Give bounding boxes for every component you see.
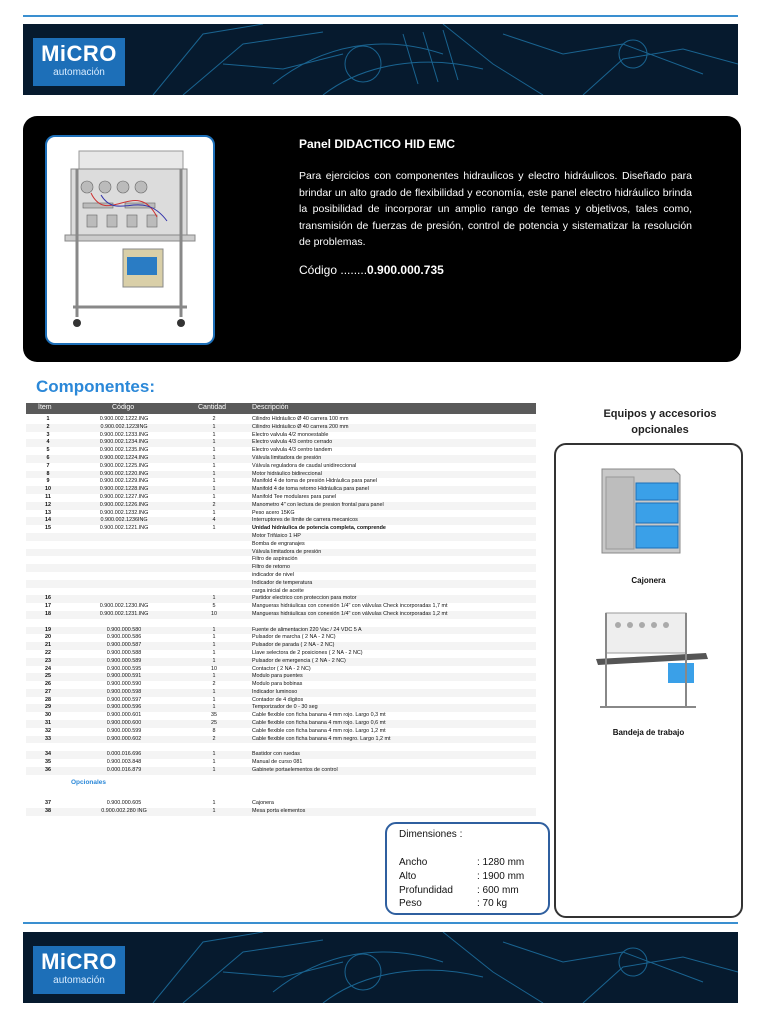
row-desc: Gabinete portaelementos de control [252,766,338,773]
components-title: Componentes: [36,377,155,396]
row-item: 16 [45,595,51,602]
row-desc: Manifold 4 de toma de presión Hidráulica para panel [252,478,377,485]
table-row [26,751,536,759]
row-item: 23 [45,657,51,664]
row-code: 0.900.000.591 [106,673,142,680]
row-qty: 1 [212,751,216,758]
row-item: 28 [45,696,51,703]
row-qty: 1 [212,470,216,477]
row-qty: 1 [212,688,216,695]
row-qty: 2 [212,681,216,688]
row-code: 0.900.000.587 [106,642,142,649]
product-code [299,263,444,277]
row-desc: Manometro 4" con lectura de presion frontal para panel [252,501,384,508]
row-code: 0.900.003.848 [106,759,142,766]
row-item: 25 [45,673,51,680]
table-row [26,455,536,463]
row-desc: Cilindro Hidráulico Ø 40 carrera 200 mm [252,423,349,430]
row-item: 3 [46,431,50,438]
table-row [26,486,536,494]
footer-logo-sub-text: automación [53,975,105,986]
table-row [26,432,536,440]
table-spacer [26,743,536,751]
product-code-label: Código ........ [299,263,368,277]
row-item: 19 [45,626,51,633]
row-item: 17 [45,603,51,610]
row-desc: Llave selectora de 2 posiciones ( 2 NA - 2 NC) [252,649,363,656]
micro-logo [33,38,125,86]
dim-value-width: : 1280 mm [477,857,525,868]
row-qty: 1 [212,423,216,430]
row-code: 0.900.000.600 [106,720,142,727]
row-desc: Manual de curso 081 [252,759,303,766]
row-desc: Filtro de aspiración [252,556,298,563]
row-code: 0.900.002.1234.ING [99,439,149,446]
row-desc: Contactor ( 2 NA - 2 NC) [252,665,311,672]
row-desc: Peso acero 15KG [252,509,295,516]
row-code: 0.900.000.590 [106,681,142,688]
product-panel [23,116,741,362]
row-desc: Cilindro Hidráulico Ø 40 carrera 100 mm [252,416,349,422]
row-item: 35 [45,759,51,766]
accessories-title-line2: opcionales [631,424,689,436]
row-qty: 8 [212,727,216,734]
row-qty: 1 [212,634,216,641]
bottom-divider [23,922,738,924]
row-item: 8 [46,470,50,477]
row-qty: 1 [212,673,216,680]
row-desc: carga inicial de aceite [252,587,304,594]
dim-value-height: : 1900 mm [477,871,525,882]
row-item: 5 [46,447,50,454]
row-qty: 1 [212,439,216,446]
row-qty: 4 [212,517,216,524]
row-qty: 1 [212,800,216,807]
row-qty: 1 [212,657,216,664]
row-code: 0.000.016.696 [106,751,142,758]
row-qty: 2 [212,735,216,742]
row-code: 0.900.002.1222.ING [99,416,149,422]
dim-label-weight: Peso [399,898,422,909]
row-item: 27 [45,688,51,695]
logo-sub-text: automación [53,67,105,78]
table-row [26,588,536,596]
header-desc: Descripción [252,404,289,411]
table-row [26,658,536,666]
table-row [26,800,536,808]
row-item: 33 [45,735,51,742]
row-code: 0.900.002.1225.ING [99,462,149,469]
row-item: 1 [46,416,50,422]
row-desc: indicador de nivel [252,571,294,578]
row-qty: 10 [211,610,217,617]
row-code: 0.900.002.1233.ING [99,431,149,438]
row-desc: Contador de 4 digitos [252,696,304,703]
row-code: 0.900.002.1235.ING [99,447,149,454]
table-row [26,728,536,736]
table-row [26,502,536,510]
table-row [26,564,536,572]
row-code: 0.900.000.599 [106,727,142,734]
product-title: Panel DIDACTICO HID EMC [299,137,456,151]
table-row [26,471,536,479]
row-desc: Temporizador de 0 - 30 seg [252,704,318,711]
row-item: 6 [46,454,50,461]
row-qty: 1 [212,478,216,485]
row-desc: Fuente de alimentacion 220 Vac / 24 VDC 5 A [252,626,362,633]
row-code: 0.900.002.1223ING [100,423,148,430]
row-code: 0.900.002.1229.ING [99,478,149,485]
table-row [26,463,536,471]
header-code: Código [112,404,135,411]
row-code: 0.900.000.602 [106,735,142,742]
table-row [26,666,536,674]
row-code: 0.900.002.1227.ING [99,493,149,500]
product-photo [45,135,215,345]
row-item: 9 [46,478,50,485]
table-row [26,689,536,697]
row-qty: 1 [212,454,216,461]
table-row [26,549,536,557]
row-code: 0.900.002.280 ING [101,808,147,815]
row-qty: 1 [212,493,216,500]
table-row [26,494,536,502]
table-row [26,650,536,658]
row-desc: Motor Trifásico 1 HP [252,532,301,539]
row-desc: Unidad hidráulica de potencia completa, comprende [252,525,386,532]
row-code: 0.900.002.1231.ING [99,610,149,617]
table-row [26,416,536,424]
row-desc: Mesa porta elementos [252,808,306,815]
row-desc: Cable flexible con ficha banana 4 mm negro. Largo 1,2 mt [252,735,391,742]
row-item: 4 [46,439,50,446]
row-code: 0.900.002.1236ING [100,517,148,524]
row-qty: 5 [212,603,216,610]
table-row [26,533,536,541]
row-code: 0.000.016.879 [106,766,142,773]
row-desc: Interruptores de límite de carrera mecanicos [252,517,358,524]
row-item: 21 [45,642,51,649]
row-item: 36 [45,766,51,773]
table-row [26,642,536,650]
header-qty: Cantidad [198,404,227,411]
table-row [26,759,536,767]
row-code: 0.900.000.598 [106,688,142,695]
table-row [26,712,536,720]
row-qty: 1 [212,759,216,766]
row-desc: Manifold Tee modulares para panel [252,493,337,500]
row-item: 20 [45,634,51,641]
table-row [26,556,536,564]
row-qty: 2 [212,501,216,508]
row-item: 29 [45,704,51,711]
row-code: 0.900.000.595 [106,665,142,672]
components-table-body [26,416,536,816]
header-banner [23,24,738,95]
table-row [26,681,536,689]
table-spacer [26,793,536,801]
accessories-title-line1: Equipos y accesorios [603,408,717,420]
footer-banner-graphic [23,932,738,1003]
row-desc: Cajonera [252,800,274,807]
row-code: 0.900.000.605 [106,800,142,807]
row-desc: Indicador luminoso [252,688,298,695]
banner-graphic [23,24,738,95]
row-desc: Mangueras hidráulicas con conexión 1/4" con válvulas Check incorporadas 1,2 mt [252,610,448,617]
row-item: 11 [45,493,51,500]
row-qty: 1 [212,704,216,711]
row-qty: 1 [212,595,216,602]
row-code: 0.900.000.580 [106,626,142,633]
optional-section-label [26,775,536,793]
row-desc: Válvula limitadora de presión [252,548,322,555]
row-item: 24 [45,665,51,672]
row-item: 15 [45,525,51,532]
row-desc: Partidor electrico con proteccion para motor [252,595,357,602]
row-qty: 1 [212,766,216,773]
row-item: 7 [46,462,50,469]
row-item: 2 [46,423,50,430]
table-row [26,580,536,588]
footer-logo-main-text: MiCRO [41,949,117,974]
row-desc: Bomba de engranajes [252,540,305,547]
work-tray-image [596,613,708,707]
row-desc: Cable flexible con ficha banana 4 mm rojo. Largo 1,2 mt [252,727,386,734]
row-item: 26 [45,681,51,688]
row-qty: 10 [211,665,217,672]
row-desc: Bastidor con ruedas [252,751,300,758]
header-item: Ítem [38,404,52,411]
row-desc: Filtro de retorno [252,564,291,571]
table-spacer [26,619,536,627]
row-qty: 35 [211,712,217,719]
row-desc: Indicador de temperatura [252,579,313,586]
row-desc: Mangueras hidráulicas con conexión 1/4" con válvulas Check incorporadas 1,7 mt [252,603,448,610]
dim-label-width: Ancho [399,857,428,868]
row-code: 0.900.000.589 [106,657,142,664]
row-desc: Pulsador de marcha ( 2 NA - 2 NC) [252,634,336,641]
table-row [26,525,536,533]
row-qty: 1 [212,696,216,703]
row-qty: 25 [211,720,217,727]
dim-value-depth: : 600 mm [477,885,519,896]
table-row [26,767,536,775]
row-desc: Pulsador de parada ( 2 NA - 2 NC) [252,642,335,649]
table-row [26,603,536,611]
row-code: 0.900.002.1226.ING [99,501,149,508]
table-row [26,424,536,432]
row-item: 31 [45,720,51,727]
accessories-title [560,406,760,438]
dimensions-title: Dimensiones : [399,829,463,840]
dimensions-box [385,822,550,915]
row-code: 0.900.000.586 [106,634,142,641]
dim-value-weight: : 70 kg [477,898,508,909]
row-desc: Electro valvula 4/3 centro cerrado [252,439,333,446]
accessory-drawer-label: Cajonera [631,576,666,585]
row-qty: 1 [212,462,216,469]
hydraulic-trainer-illustration [47,137,213,343]
row-code: 0.900.002.1232.ING [99,509,149,516]
row-item: 37 [45,800,51,807]
row-qty: 1 [212,486,216,493]
row-qty: 1 [212,642,216,649]
logo-main-text: MiCRO [41,41,117,66]
table-row [26,595,536,603]
row-desc: Modulo para bobinas [252,681,303,688]
footer-banner [23,932,738,1003]
table-row [26,572,536,580]
row-item: 12 [45,501,51,508]
table-row [26,447,536,455]
row-qty: 1 [212,509,216,516]
table-row [26,611,536,619]
product-description: Para ejercicios con componentes hidraulicos y electro hidráulicos. Diseñado para brindar un alto grado de flexibilidad y economía, este panel electro hidráulico brinda la posibilidad de incorporar un amplio rango de temas y objetivos, tales como, transmisión de fuerzas de presión, control de potencia y sistematizar la resolución de problemas. [299,170,692,248]
row-qty: 1 [212,808,216,815]
row-code: 0.900.002.1224.ING [99,454,149,461]
row-code: 0.900.002.1220.ING [99,470,149,477]
row-desc: Cable flexible con ficha banana 4 mm rojo. Largo 0,3 mt [252,712,386,719]
accessories-illustrations [556,445,741,745]
row-item: 38 [45,808,51,815]
row-code: 0.900.000.597 [106,696,142,703]
row-qty: 1 [212,626,216,633]
row-qty: 1 [212,525,216,532]
row-qty: 1 [212,447,216,454]
row-desc: Manifold 4 de toma retorno Hidráulica para panel [252,486,369,493]
row-code: 0.900.000.601 [106,712,142,719]
product-code-value: 0.900.000.735 [367,263,444,277]
table-row [26,478,536,486]
table-row [26,673,536,681]
row-code: 0.900.000.596 [106,704,142,711]
row-desc: Electro valvula 4/3 centro tandem [252,447,333,454]
row-desc: Válvula reguladora de caudal unidireccional [252,462,357,469]
components-table-header [26,403,536,414]
row-code: 0.900.002.1228.ING [99,486,149,493]
table-row [26,541,536,549]
dim-label-depth: Profundidad [399,885,453,896]
row-item: 10 [45,486,51,493]
dim-label-height: Alto [399,871,417,882]
row-desc: Motor hidráulico bidireccional [252,470,322,477]
table-row [26,510,536,518]
row-item: 22 [45,649,51,656]
table-row [26,697,536,705]
row-item: 14 [45,517,51,524]
table-row [26,808,536,816]
top-divider [23,15,738,17]
row-qty: 1 [212,649,216,656]
table-row [26,517,536,525]
row-qty: 1 [212,431,216,438]
table-row [26,704,536,712]
row-item: 18 [45,610,51,617]
drawer-cabinet-image [602,469,680,553]
table-row [26,736,536,744]
accessory-tray-label: Bandeja de trabajo [612,728,685,737]
row-item: 13 [45,509,51,516]
row-item: 34 [45,751,51,758]
row-desc: Modulo para puentes [252,673,303,680]
row-item: 32 [45,727,51,734]
row-code: 0.900.000.588 [106,649,142,656]
row-item: 30 [45,712,51,719]
row-qty: 2 [212,416,216,422]
table-row [26,627,536,635]
row-desc: Válvula limitadora de presión [252,454,322,461]
table-row [26,439,536,447]
table-row [26,720,536,728]
row-desc: Cable flexible con ficha banana 4 mm rojo. Largo 0,6 mt [252,720,386,727]
footer-micro-logo [33,946,125,994]
row-code: 0.900.002.1221.ING [99,525,149,532]
row-code: 0.900.002.1230.ING [99,603,149,610]
row-desc: Electro valvula 4/2 monoestable [252,431,329,438]
row-desc: Pulsador de emergencia ( 2 NA - 2 NC) [252,657,346,664]
accessories-box [554,443,743,918]
optional-label-text: Opcionales [71,778,107,786]
table-row [26,634,536,642]
